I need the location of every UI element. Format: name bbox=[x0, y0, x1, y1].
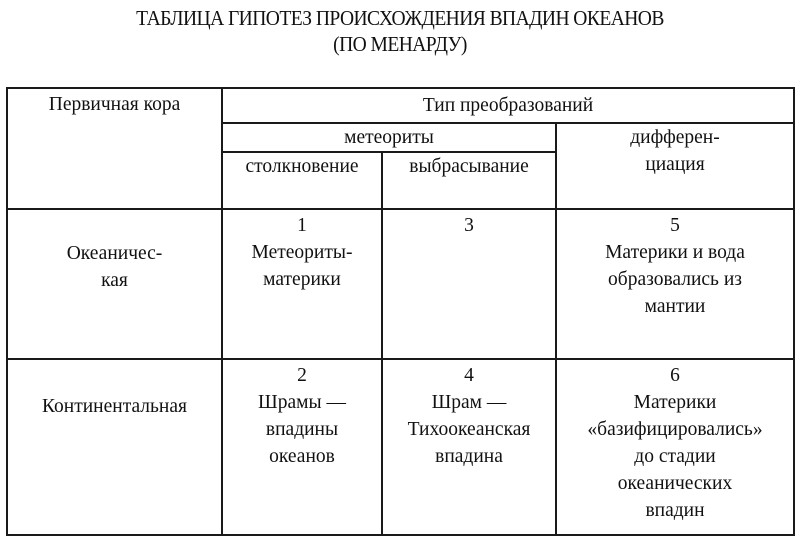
header-collision-label: столкновение bbox=[245, 156, 359, 177]
table-title-line-2: (ПО МЕНАРДУ) bbox=[333, 32, 467, 56]
cell-hypothesis-3 bbox=[382, 209, 556, 359]
cell-hypothesis-6 bbox=[556, 359, 794, 535]
row-oceanic-crust-line-1: Океаничес- bbox=[66, 243, 163, 264]
hypothesis-number: 5 bbox=[670, 215, 680, 236]
hypothesis-number: 1 bbox=[297, 215, 307, 236]
hypothesis-number: 6 bbox=[670, 365, 680, 386]
hypothesis-text-line: материки bbox=[263, 269, 341, 290]
table-row-continental bbox=[7, 359, 794, 535]
hypothesis-text-line: Метеориты- bbox=[251, 242, 353, 263]
hypothesis-text-line: океанов bbox=[269, 446, 335, 467]
row-oceanic-crust-line-2: кая bbox=[101, 270, 128, 291]
hypothesis-text-line: Материки и вода bbox=[605, 242, 745, 263]
table-title-line-1: ТАБЛИЦА ГИПОТЕЗ ПРОИСХОЖДЕНИЯ ВПАДИН ОКЕАНОВ bbox=[136, 6, 664, 30]
header-transformation-type bbox=[222, 88, 794, 123]
hypothesis-number: 4 bbox=[464, 365, 474, 386]
header-collision bbox=[222, 152, 382, 209]
hypothesis-text-line: впадины bbox=[265, 419, 339, 440]
header-differentiation bbox=[556, 123, 794, 209]
header-row-1 bbox=[7, 88, 794, 123]
cell-hypothesis-5 bbox=[556, 209, 794, 359]
cell-hypothesis-1 bbox=[222, 209, 382, 359]
row-oceanic-crust bbox=[7, 209, 222, 359]
hypotheses-table bbox=[6, 87, 795, 536]
hypothesis-text-line: океанических bbox=[617, 473, 733, 494]
hypothesis-text-line: Материки bbox=[633, 392, 717, 413]
hypothesis-number: 3 bbox=[464, 215, 474, 236]
hypothesis-text-line: «базифицировались» bbox=[587, 419, 763, 440]
cell-hypothesis-2 bbox=[222, 359, 382, 535]
hypothesis-text-line: мантии bbox=[644, 296, 706, 317]
hypothesis-text-line: впадина bbox=[435, 446, 503, 467]
header-transformation-type-label: Тип преобразований bbox=[422, 95, 594, 116]
cell-hypothesis-4 bbox=[382, 359, 556, 535]
row-continental-crust bbox=[7, 359, 222, 535]
row-continental-crust-line-1: Континентальная bbox=[42, 396, 187, 417]
hypothesis-text-line: Шрам — bbox=[431, 392, 507, 413]
header-primary-crust-label: Первичная кора bbox=[48, 94, 181, 115]
header-meteorites-label: метеориты bbox=[344, 127, 434, 148]
hypothesis-text-line: Тихоокеанская bbox=[407, 419, 531, 440]
header-ejection bbox=[382, 152, 556, 209]
hypothesis-text-line: образовались из bbox=[608, 269, 742, 290]
hypothesis-number: 2 bbox=[297, 365, 307, 386]
hypothesis-text-line: впадин bbox=[645, 500, 705, 521]
table-row-oceanic bbox=[7, 209, 794, 359]
header-ejection-label: выбрасывание bbox=[409, 156, 529, 177]
header-meteorites bbox=[222, 123, 556, 152]
header-differentiation-line-2: циация bbox=[645, 154, 705, 175]
header-primary-crust bbox=[7, 88, 222, 209]
hypothesis-text-line: до стадии bbox=[634, 446, 716, 467]
hypothesis-text-line: Шрамы — bbox=[258, 392, 346, 413]
header-differentiation-line-1: дифферен- bbox=[630, 127, 720, 148]
